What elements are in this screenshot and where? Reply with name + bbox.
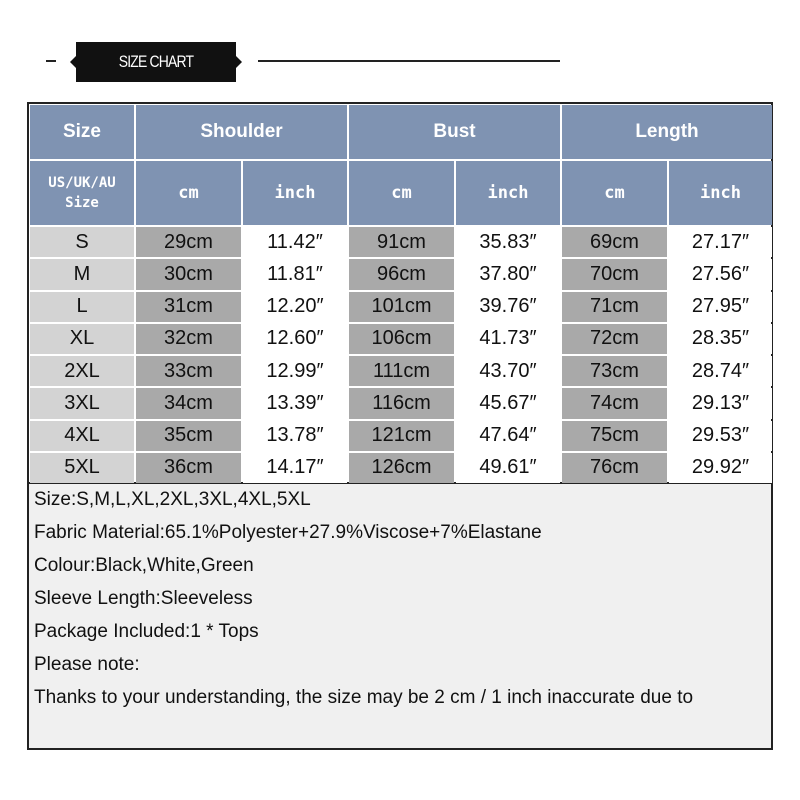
table-cell-shoulder-cm: 31cm bbox=[136, 292, 241, 322]
table-cell-length-in: 27.56″ bbox=[669, 259, 772, 289]
table-cell-bust-in: 49.61″ bbox=[456, 453, 560, 483]
size-chart-banner bbox=[70, 42, 242, 82]
table-cell-length-in: 28.35″ bbox=[669, 324, 772, 354]
subheader-length-inch: inch bbox=[669, 161, 772, 225]
table-cell-shoulder-cm: 29cm bbox=[136, 227, 241, 257]
table-cell-bust-cm: 111cm bbox=[349, 356, 454, 386]
info-line: Size:S,M,L,XL,2XL,3XL,4XL,5XL bbox=[34, 489, 311, 510]
table-cell-shoulder-cm: 30cm bbox=[136, 259, 241, 289]
table-cell-size: M bbox=[30, 259, 134, 289]
table-cell-shoulder-cm: 33cm bbox=[136, 356, 241, 386]
table-cell-bust-in: 37.80″ bbox=[456, 259, 560, 289]
table-cell-size: 5XL bbox=[30, 453, 134, 483]
table-cell-size: 3XL bbox=[30, 388, 134, 418]
table-cell-size: 2XL bbox=[30, 356, 134, 386]
table-cell-shoulder-in: 13.39″ bbox=[243, 388, 347, 418]
header-bust: Bust bbox=[349, 105, 560, 159]
info-line: Thanks to your understanding, the size may be 2 cm / 1 inch inaccurate due to bbox=[34, 687, 694, 708]
table-cell-bust-cm: 116cm bbox=[349, 388, 454, 418]
banner-right-tip bbox=[236, 56, 242, 68]
banner-left-dash bbox=[46, 60, 56, 62]
table-cell-length-in: 29.92″ bbox=[669, 453, 772, 483]
table-cell-length-in: 29.53″ bbox=[669, 421, 772, 451]
table-cell-bust-cm: 101cm bbox=[349, 292, 454, 322]
table-cell-bust-cm: 121cm bbox=[349, 421, 454, 451]
table-cell-length-cm: 71cm bbox=[562, 292, 667, 322]
table-cell-length-in: 27.95″ bbox=[669, 292, 772, 322]
header-shoulder: Shoulder bbox=[136, 105, 347, 159]
table-cell-size: L bbox=[30, 292, 134, 322]
table-cell-shoulder-in: 11.81″ bbox=[243, 259, 347, 289]
banner-rule bbox=[258, 60, 560, 62]
info-line: Sleeve Length:Sleeveless bbox=[34, 588, 253, 609]
table-cell-size: 4XL bbox=[30, 421, 134, 451]
subheader-shoulder-inch: inch bbox=[243, 161, 347, 225]
table-cell-shoulder-cm: 35cm bbox=[136, 421, 241, 451]
table-cell-bust-cm: 126cm bbox=[349, 453, 454, 483]
table-cell-size: XL bbox=[30, 324, 134, 354]
header-length: Length bbox=[562, 105, 772, 159]
subheader-size bbox=[30, 161, 134, 225]
table-cell-shoulder-cm: 34cm bbox=[136, 388, 241, 418]
table-cell-bust-in: 39.76″ bbox=[456, 292, 560, 322]
table-cell-bust-in: 45.67″ bbox=[456, 388, 560, 418]
subheader-size-line2: Size bbox=[65, 195, 99, 211]
table-cell-length-cm: 74cm bbox=[562, 388, 667, 418]
info-line: Colour:Black,White,Green bbox=[34, 555, 254, 576]
info-line: Fabric Material:65.1%Polyester+27.9%Viscose+7%Elastane bbox=[34, 522, 542, 543]
table-cell-bust-cm: 91cm bbox=[349, 227, 454, 257]
table-cell-length-cm: 72cm bbox=[562, 324, 667, 354]
table-cell-shoulder-in: 14.17″ bbox=[243, 453, 347, 483]
subheader-length-cm: cm bbox=[562, 161, 667, 225]
table-cell-bust-cm: 106cm bbox=[349, 324, 454, 354]
product-info-box bbox=[27, 484, 773, 750]
table-cell-length-cm: 75cm bbox=[562, 421, 667, 451]
info-line: Package Included:1 * Tops bbox=[34, 621, 259, 642]
subheader-bust-inch: inch bbox=[456, 161, 560, 225]
info-line: Please note: bbox=[34, 654, 140, 675]
subheader-shoulder-cm: cm bbox=[136, 161, 241, 225]
table-cell-length-in: 29.13″ bbox=[669, 388, 772, 418]
table-cell-shoulder-in: 12.20″ bbox=[243, 292, 347, 322]
table-cell-shoulder-in: 12.99″ bbox=[243, 356, 347, 386]
table-cell-length-cm: 69cm bbox=[562, 227, 667, 257]
table-cell-length-cm: 70cm bbox=[562, 259, 667, 289]
banner-title: SIZE CHART bbox=[118, 52, 194, 71]
table-cell-length-cm: 76cm bbox=[562, 453, 667, 483]
table-cell-length-in: 28.74″ bbox=[669, 356, 772, 386]
size-table bbox=[27, 102, 773, 484]
subheader-bust-cm: cm bbox=[349, 161, 454, 225]
table-cell-shoulder-in: 11.42″ bbox=[243, 227, 347, 257]
table-cell-shoulder-cm: 36cm bbox=[136, 453, 241, 483]
table-cell-bust-in: 47.64″ bbox=[456, 421, 560, 451]
table-cell-shoulder-in: 13.78″ bbox=[243, 421, 347, 451]
table-cell-length-in: 27.17″ bbox=[669, 227, 772, 257]
table-cell-bust-in: 41.73″ bbox=[456, 324, 560, 354]
table-cell-bust-in: 35.83″ bbox=[456, 227, 560, 257]
table-cell-bust-in: 43.70″ bbox=[456, 356, 560, 386]
table-cell-length-cm: 73cm bbox=[562, 356, 667, 386]
header-size: Size bbox=[30, 105, 134, 159]
table-cell-shoulder-cm: 32cm bbox=[136, 324, 241, 354]
subheader-size-line1: US/UK/AU bbox=[48, 175, 116, 191]
table-cell-bust-cm: 96cm bbox=[349, 259, 454, 289]
table-cell-size: S bbox=[30, 227, 134, 257]
table-cell-shoulder-in: 12.60″ bbox=[243, 324, 347, 354]
